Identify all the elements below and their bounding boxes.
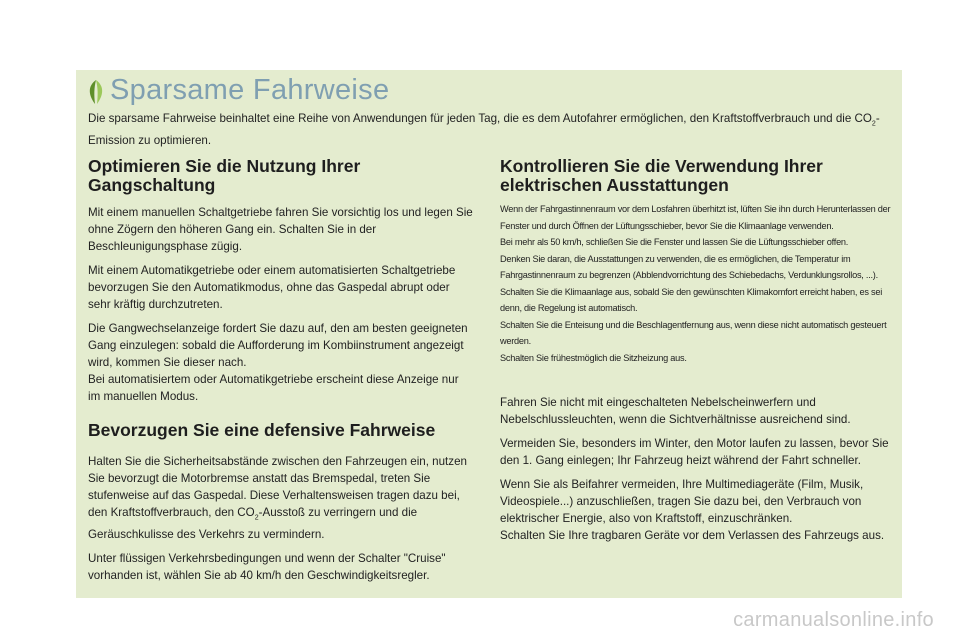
paragraph: Mit einem Automatikgetriebe oder einem automatisierten Schaltgetriebe bevorzugen Sie den Automatikmodus, ohne das Gaspedal abrupt oder sehr kräftig durchzutreten. (88, 264, 456, 311)
paragraph: Schalten Sie Ihre tragbaren Geräte vor dem Verlassen des Fahrzeugs aus. (500, 529, 885, 542)
condensed-paragraph: Wenn der Fahrgastinnenraum vor dem Losfahren überhitzt ist, lüften Sie ihn durch Herunterlassen der Fenster und durch Öffnen der Lüftungsschieber, bevor Sie die Klimaanlage verwenden. (500, 204, 891, 231)
condensed-paragraph: Bei mehr als 50 km/h, schließen Sie die Fenster und lassen Sie die Lüftungsschieber offen. (500, 237, 849, 247)
paragraph: Unter flüssigen Verkehrsbedingungen und wenn der Schalter "Cruise" vorhanden ist, wählen Sie ab 40 km/h den Geschwindigkeitsregler. (88, 552, 446, 583)
condensed-paragraph: Denken Sie daran, die Ausstattungen zu verwenden, die es ermöglichen, die Temperatur im Fahrgastinnenraum zu begrenzen (Abblendvorrichtung des Schiebedachs, Verdunklungsrollos, ...). (500, 253, 878, 280)
leaf-icon (86, 79, 106, 105)
condensed-paragraph: Schalten Sie frühestmöglich die Sitzheizung aus. (500, 352, 687, 363)
section-heading-gears: Optimieren Sie die Nutzung Ihrer Gangschaltung (88, 156, 361, 195)
right-column (500, 157, 895, 544)
left-column (88, 157, 473, 584)
paragraph: Halten Sie die Sicherheitsabstände zwischen den Fahrzeugen ein, nutzen Sie bevorzugt die Motorbremse anstatt das Bremspedal, treten Sie stufenweise auf das Gaspedal. Diese Verhaltensweisen tragen dazu bei, den Kraftstoffverbrauch, den $CO_2$-Ausstoß zu verringern und die Geräuschkulisse des Verkehrs zu vermindern. (88, 455, 467, 542)
paragraph: Fahren Sie nicht mit eingeschalteten Nebelscheinwerfern und Nebelschlussleuchten, wenn die Sichtverhältnisse ausreichend sind. (500, 396, 851, 426)
condensed-paragraph: Schalten Sie die Enteisung und die Beschlagentfernung aus, wenn diese nicht automatisch gesteuert werden. (500, 319, 887, 346)
watermark: carmanualsonline.info (733, 609, 934, 631)
paragraph: Die Gangwechselanzeige fordert Sie dazu auf, den am besten geeigneten Gang einzulegen: sobald die Aufforderung im Kombiinstrument angezeigt wird, kommen Sie dieser nach. (88, 322, 468, 369)
paragraph: Vermeiden Sie, besonders im Winter, den Motor laufen zu lassen, bevor Sie den 1. Gang einlegen; Ihr Fahrzeug heizt während der Fahrt schneller. (500, 437, 889, 467)
page-title: Sparsame Fahrweise (110, 74, 390, 106)
paragraph: Wenn Sie als Beifahrer vermeiden, Ihre Multimediageräte (Film, Musik, Videospiele...) anzuschließen, tragen Sie dazu bei, den Verbrauch von elektrischer Energie, also von Kraftstoff, einzuschränken. (500, 478, 864, 525)
paragraph: Bei automatisiertem oder Automatikgetriebe erscheint diese Anzeige nur im manuellen Modus. (88, 373, 459, 403)
intro-text: Die sparsame Fahrweise beinhaltet eine Reihe von Anwendungen für jeden Tag, die es dem Autofahrer ermöglichen, den Kraftstoffverbrauch und die $CO_2$-Emission zu optimieren. (88, 112, 880, 148)
paragraph: Mit einem manuellen Schaltgetriebe fahren Sie vorsichtig los und legen Sie ohne Zögern den höheren Gang ein. Schalten Sie in der Beschleunigungsphase zügig. (88, 206, 473, 253)
section-heading-electrical: Kontrollieren Sie die Verwendung Ihrer elektrischen Ausstattungen (500, 156, 823, 195)
condensed-paragraph: Schalten Sie die Klimaanlage aus, sobald Sie den gewünschten Klimakomfort erreicht haben, es sei denn, die Regelung ist automatisch. (500, 286, 883, 313)
condensed-text-block (500, 201, 895, 366)
section-heading-driving: Bevorzugen Sie eine defensive Fahrweise (88, 420, 436, 440)
